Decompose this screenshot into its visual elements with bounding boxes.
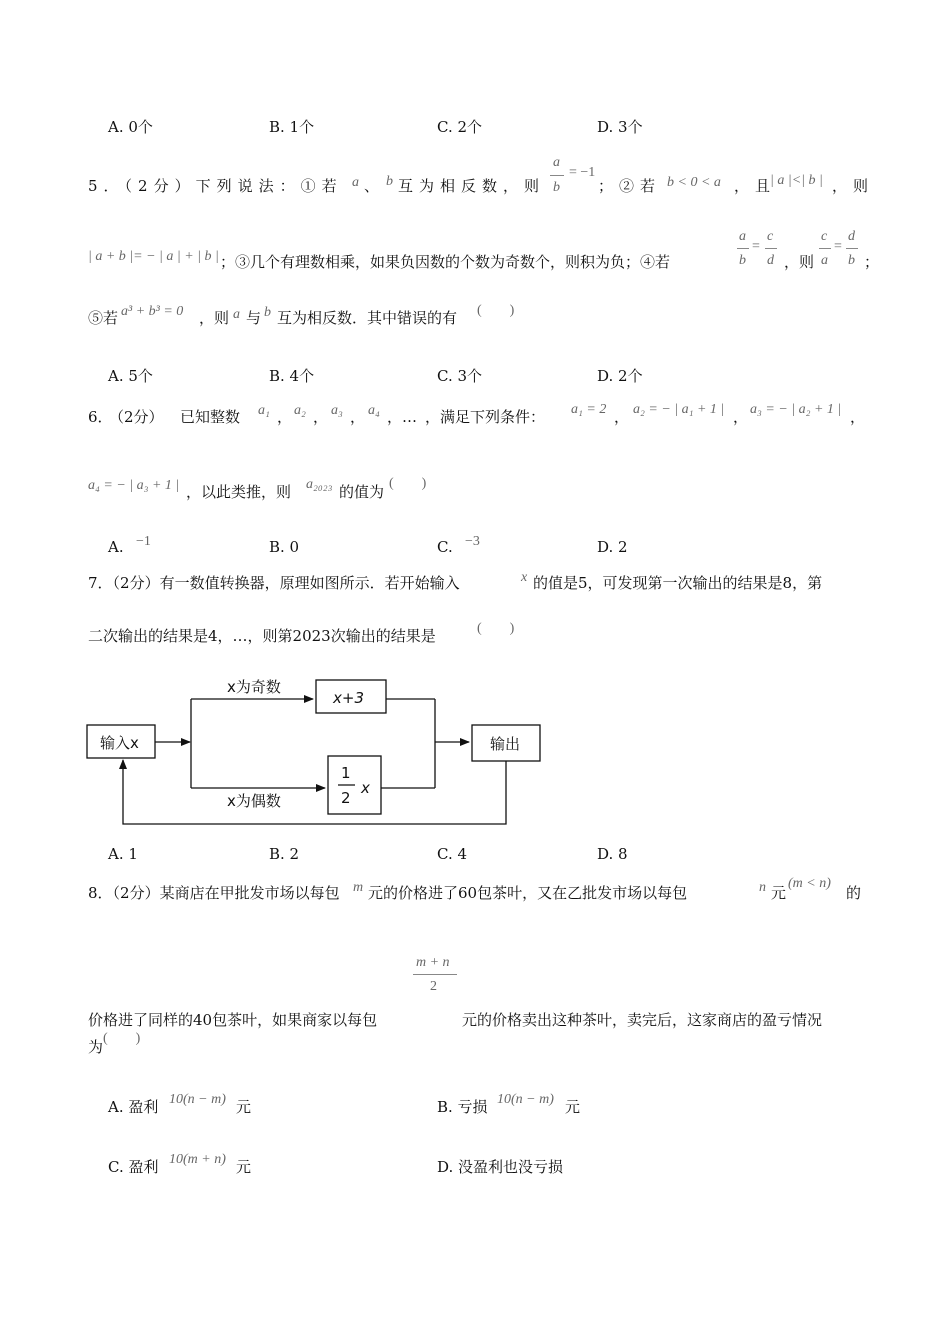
q5-var-a: a xyxy=(352,175,359,190)
q6-target: a₂₀₂₃ xyxy=(306,477,333,492)
q5-line1 xyxy=(88,179,343,194)
q8-answer-paren[interactable]: ( ) xyxy=(103,1031,141,1046)
q8-option-a-unit: 元 xyxy=(236,1098,252,1116)
q4-option-c[interactable]: C. 2个 xyxy=(437,118,483,136)
q6-cond-4: a₄ = − | a₃ + 1 | xyxy=(88,478,180,493)
q6-comma4: ， xyxy=(387,408,403,426)
q6-option-a-value: −1 xyxy=(136,534,151,549)
q5-option-d[interactable]: D. 2个 xyxy=(597,367,643,385)
q8-frac-num: m + n xyxy=(416,955,450,970)
q8-option-b[interactable]: B. 亏损 xyxy=(437,1098,488,1116)
q5-text2: 互为相反数，则 xyxy=(398,177,546,195)
q6-seq-a2: a₂ xyxy=(294,403,306,418)
q6-seq-a1: a₁ xyxy=(258,403,270,418)
q8-option-c[interactable]: C. 盈利 xyxy=(108,1158,159,1176)
q8-line1-mid: 元的价格进了60包茶叶，又在乙批发市场以每包 xyxy=(368,884,688,902)
q5-f2-num: c xyxy=(767,229,774,244)
q8-var-n: n xyxy=(759,880,766,895)
q5-eq1: = xyxy=(752,239,760,254)
q8-line1-pre: 8．（2分）某商店在甲批发市场以每包 xyxy=(88,884,340,902)
q5-text3: ；②若 xyxy=(598,177,662,195)
q7-line1-post: 的值是5，可发现第一次输出的结果是8，第 xyxy=(533,574,823,592)
q5-text7: ，则 xyxy=(784,253,815,271)
even-frac-num: 1 xyxy=(341,764,351,782)
q8-var-m: m xyxy=(353,880,364,895)
q7-option-b[interactable]: B. 2 xyxy=(269,845,300,863)
q5-text10: ，则 xyxy=(199,309,230,327)
q5-option-a[interactable]: A. 5个 xyxy=(108,367,153,385)
q6-comma1: ， xyxy=(277,408,293,426)
q5-f1-num: a xyxy=(739,229,746,244)
q6-option-c[interactable]: C. xyxy=(437,538,453,556)
q7-line1-pre: 7．（2分）有一数值转换器，原理如图所示．若开始输入 xyxy=(88,574,460,592)
odd-label: x为奇数 xyxy=(227,678,281,696)
even-frac-var: x xyxy=(361,779,370,797)
q5-f4-num: d xyxy=(848,229,855,244)
q7-converter-diagram xyxy=(85,672,545,832)
q6-text3: ，以此类推，则 xyxy=(186,483,292,501)
q7-option-c[interactable]: C. 4 xyxy=(437,845,468,863)
q5-text6: ；③几个有理数相乘，如果负因数的个数为奇数个，则积为负；④若 xyxy=(220,253,671,271)
odd-box-label: x+3 xyxy=(333,689,364,707)
q6-option-b[interactable]: B. 0 xyxy=(269,538,300,556)
q5-cube-expression: a³ + b³ = 0 xyxy=(121,304,184,319)
q5-var-b: b xyxy=(386,174,393,189)
q5-condition: b < 0 < a xyxy=(667,175,721,190)
q5-eq2: = xyxy=(834,239,842,254)
q8-condition: (m < n) xyxy=(788,876,831,891)
q8-line2-pre: 价格进了同样的40包茶叶，如果商家以每包 xyxy=(88,1011,378,1029)
q6-comma3: ， xyxy=(350,408,366,426)
q6-text2: ，满足下列条件： xyxy=(425,408,546,426)
q5-f3-den: a xyxy=(821,253,828,268)
feedback-arrow xyxy=(123,760,506,824)
q4-option-a[interactable]: A. 0个 xyxy=(108,118,153,136)
q5-answer-paren[interactable]: ( ) xyxy=(477,303,515,318)
q8-line1-post: 的 xyxy=(846,884,862,902)
q6-option-c-value: −3 xyxy=(465,534,480,549)
q5-frac-num: a xyxy=(553,155,560,170)
q5-text1: 下列说法：①若 xyxy=(195,177,343,195)
q6-cond-2: a₂ = − | a₁ + 1 | xyxy=(633,402,725,417)
q6-seq-a4: a₄ xyxy=(368,403,380,418)
q5-text5: ，则 xyxy=(832,177,875,195)
q8-option-b-value: 10(n − m) xyxy=(497,1092,554,1107)
q6-ellipsis: … xyxy=(402,408,417,426)
q6-comma2: ， xyxy=(313,408,329,426)
q5-f2-den: d xyxy=(767,253,774,268)
q5-text9: ⑤若 xyxy=(88,309,119,327)
q6-cond-1: a₁ = 2 xyxy=(571,402,607,417)
input-label: 输入x xyxy=(100,734,139,752)
q6-comma5: ， xyxy=(614,408,630,426)
q5-number: 5． xyxy=(88,177,125,195)
q6-comma7: ， xyxy=(850,408,866,426)
q6-answer-paren[interactable]: ( ) xyxy=(389,476,427,491)
q5-frac-den: b xyxy=(553,180,560,195)
q5-text11: 与 xyxy=(246,309,262,327)
q8-option-d[interactable]: D. 没盈利也没亏损 xyxy=(437,1158,564,1176)
q7-line2: 二次输出的结果是4，…，则第2023次输出的结果是 xyxy=(88,627,436,645)
q8-option-c-unit: 元 xyxy=(236,1158,252,1176)
q5-f1-den: b xyxy=(739,253,746,268)
q6-comma6: ， xyxy=(733,408,749,426)
q8-option-a-value: 10(n − m) xyxy=(169,1092,226,1107)
q5-score: （2分） xyxy=(124,177,196,195)
q4-option-d[interactable]: D. 3个 xyxy=(597,118,643,136)
q6-option-d[interactable]: D. 2 xyxy=(597,538,628,556)
q5-text12: 互为相反数．其中错误的有 xyxy=(277,309,458,327)
q6-seq-a3: a₃ xyxy=(331,403,343,418)
output-label: 输出 xyxy=(490,735,521,753)
q5-var-a2: a xyxy=(233,307,240,322)
q5-option-c[interactable]: C. 3个 xyxy=(437,367,483,385)
q8-option-b-unit: 元 xyxy=(565,1098,581,1116)
q5-var-b2: b xyxy=(264,305,271,320)
q7-option-d[interactable]: D. 8 xyxy=(597,845,628,863)
q6-cond-3: a₃ = − | a₂ + 1 | xyxy=(750,402,842,417)
q5-abs-condition: | a |<| b | xyxy=(770,173,823,188)
q7-option-a[interactable]: A. 1 xyxy=(108,845,138,863)
q7-answer-paren[interactable]: ( ) xyxy=(477,621,515,636)
q5-text4: ，且 xyxy=(734,177,777,195)
q8-line3: 为 xyxy=(88,1038,104,1056)
q8-unit: 元 xyxy=(771,884,787,902)
q5-sep1: 、 xyxy=(364,177,386,195)
q8-frac-den: 2 xyxy=(430,979,437,994)
q5-f3-num: c xyxy=(821,229,828,244)
q8-line2-post: 元的价格卖出这种茶叶，卖完后，这家商店的盈亏情况 xyxy=(462,1011,823,1029)
q8-option-c-value: 10(m + n) xyxy=(169,1152,226,1167)
even-frac-den: 2 xyxy=(341,789,351,807)
q7-var-x: x xyxy=(521,570,528,585)
q5-text8: ； xyxy=(864,253,880,271)
q8-option-a[interactable]: A. 盈利 xyxy=(108,1098,159,1116)
even-label: x为偶数 xyxy=(227,792,281,810)
q5-f4-den: b xyxy=(848,253,855,268)
q5-option-b[interactable]: B. 4个 xyxy=(269,367,315,385)
q5-abs-expression: | a + b |= − | a | + | b | xyxy=(88,249,219,264)
q5-frac-rhs: = −1 xyxy=(569,165,596,180)
q6-option-a[interactable]: A. xyxy=(108,538,124,556)
q6-text1: 已知整数 xyxy=(180,408,241,426)
q6-score: （2分） xyxy=(109,408,164,426)
q6-text4: 的值为 xyxy=(339,483,385,501)
q4-option-b[interactable]: B. 1个 xyxy=(269,118,315,136)
q6-number: 6． xyxy=(88,408,113,426)
